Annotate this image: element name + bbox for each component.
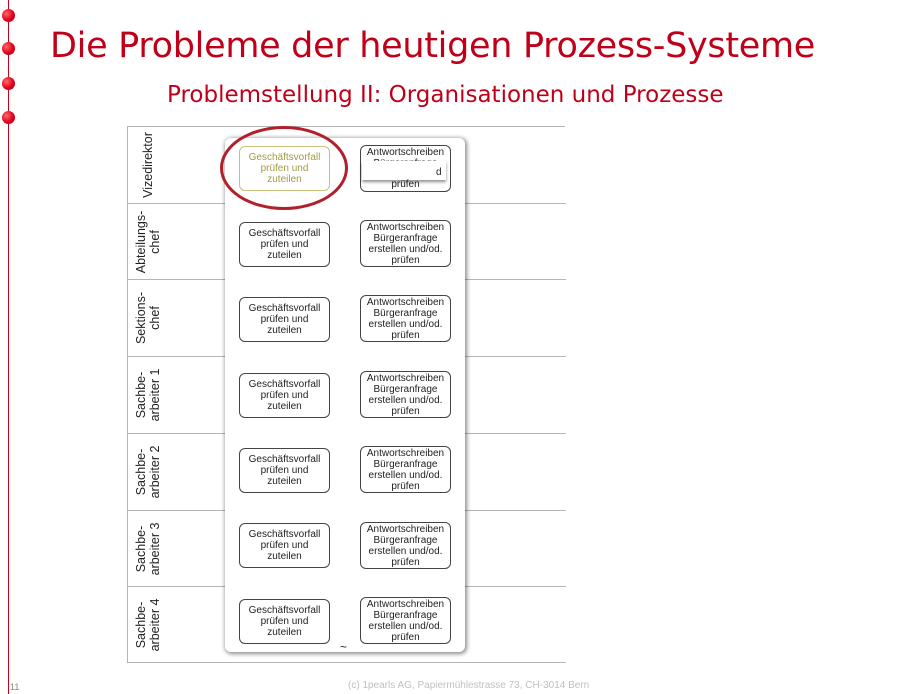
slide-number: 11 bbox=[10, 682, 20, 692]
lane-label: Sachbe- arbeiter 1 bbox=[134, 368, 162, 422]
overlay-letter: d bbox=[436, 167, 442, 178]
rail-dot bbox=[2, 42, 15, 55]
lane-label: Abteilungs- chef bbox=[134, 210, 162, 273]
task-geschaeftsvorfall-pruefen[interactable]: Geschäftsvorfall prüfen und zuteilen bbox=[239, 448, 330, 493]
slide-footer: (c) 1pearls AG, Papiermühlestrasse 73, CH-3014 Bern bbox=[348, 680, 590, 691]
task-antwortschreiben-erstellen[interactable]: Antwortschreiben Bürgeranfrage erstellen und/od. prüfen bbox=[360, 220, 451, 267]
overlay-text: prüfen bbox=[391, 179, 420, 190]
rail-dot bbox=[2, 111, 15, 124]
lane-label: Sachbe- arbeiter 4 bbox=[134, 598, 162, 651]
lane-label: Sachbe- arbeiter 3 bbox=[134, 522, 162, 575]
left-rail-line bbox=[8, 0, 9, 694]
task-antwortschreiben-erstellen[interactable]: Antwortschreiben bbox=[360, 145, 451, 192]
tilde-mark: ~ bbox=[340, 640, 348, 654]
rail-dot bbox=[2, 77, 15, 90]
highlight-circle bbox=[220, 126, 348, 210]
task-antwortschreiben-erstellen[interactable]: Antwortschreiben Bürgeranfrage erstellen und/od. prüfen bbox=[360, 371, 451, 418]
slide-title: Die Probleme der heutigen Prozess-Systeme bbox=[50, 26, 816, 66]
task-antwortschreiben-erstellen[interactable]: Antwortschreiben Bürgeranfrage erstellen und/od. prüfen bbox=[360, 295, 451, 342]
slide-subtitle: Problemstellung II: Organisationen und Prozesse bbox=[167, 82, 724, 108]
task-geschaeftsvorfall-pruefen[interactable]: Geschäftsvorfall prüfen und zuteilen bbox=[239, 146, 330, 191]
task-geschaeftsvorfall-pruefen[interactable]: Geschäftsvorfall prüfen und zuteilen bbox=[239, 523, 330, 568]
lane-label: Vizedirektor bbox=[141, 132, 155, 198]
lane-label: Sachbe- arbeiter 2 bbox=[134, 445, 162, 499]
rail-dot bbox=[2, 9, 15, 22]
task-geschaeftsvorfall-pruefen[interactable]: Geschäftsvorfall prüfen und zuteilen bbox=[239, 297, 330, 342]
task-antwortschreiben-erstellen[interactable]: Antwortschreiben Bürgeranfrage erstellen und/od. prüfen bbox=[360, 597, 451, 644]
task-geschaeftsvorfall-pruefen[interactable]: Geschäftsvorfall prüfen und zuteilen bbox=[239, 222, 330, 267]
lane-label: Sektions- chef bbox=[134, 291, 162, 345]
task-antwortschreiben-erstellen[interactable]: Antwortschreiben Bürgeranfrage erstellen und/od. prüfen bbox=[360, 522, 451, 569]
task-antwortschreiben-erstellen[interactable]: Antwortschreiben Bürgeranfrage erstellen und/od. prüfen bbox=[360, 446, 451, 493]
task-geschaeftsvorfall-pruefen[interactable]: Geschäftsvorfall prüfen und zuteilen bbox=[239, 373, 330, 418]
overlay-card bbox=[362, 161, 446, 180]
task-geschaeftsvorfall-pruefen[interactable]: Geschäftsvorfall prüfen und zuteilen bbox=[239, 599, 330, 644]
